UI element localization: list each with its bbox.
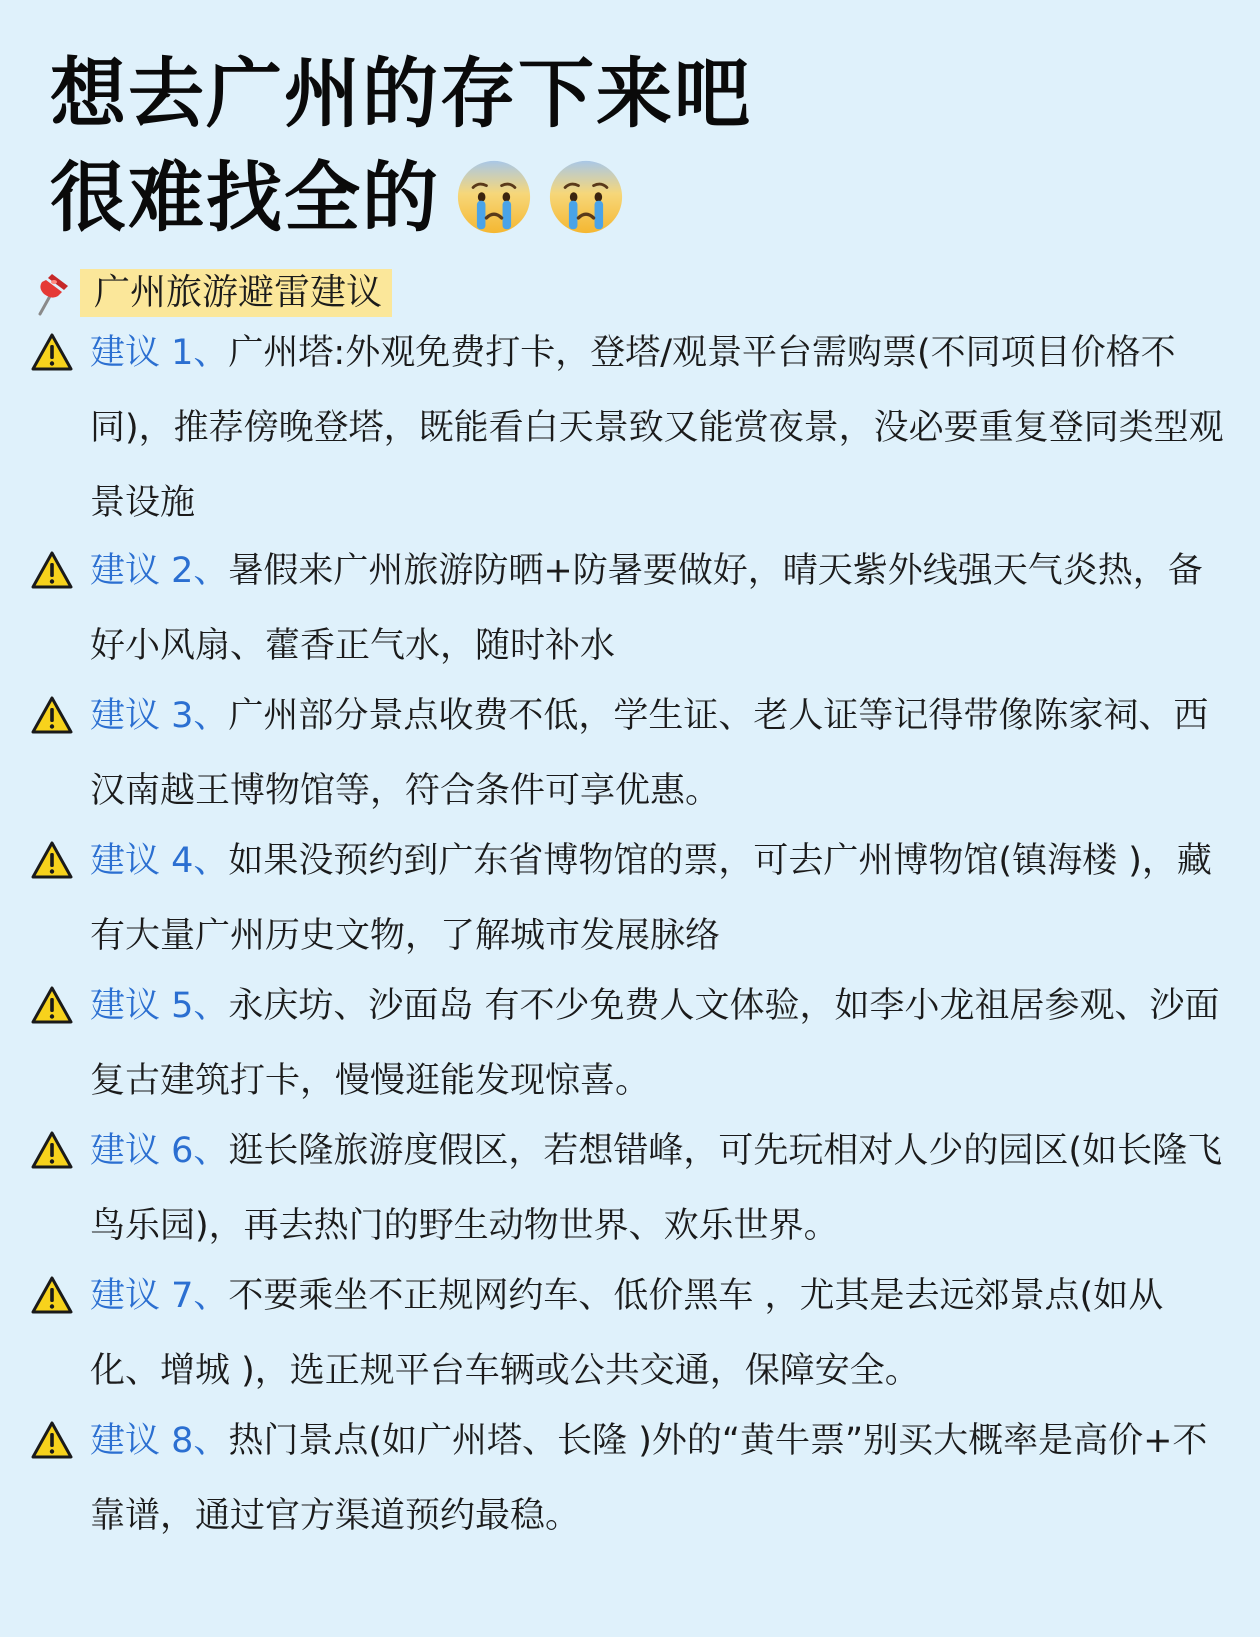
tip-item: [30, 316, 1230, 541]
tip-text: [90, 1404, 1230, 1554]
tip-body: 热门景点(如广州塔、长隆 )外的“黄牛票”别买大概率是高价+不靠谱，通过官方渠道预约最稳。: [90, 1421, 1208, 1536]
tip-body: 永庆坊、沙面岛 有不少免费人文体验，如李小龙祖居参观、沙面复古建筑打卡，慢慢逛能发现惊喜。: [90, 986, 1220, 1101]
crying-face-icon: [548, 159, 624, 235]
title-line-2-text: 很难找全的: [50, 153, 440, 242]
warning-icon: [30, 332, 74, 372]
tip-item: [30, 534, 1230, 684]
warning-icon: [30, 985, 74, 1025]
warning-icon: [30, 550, 74, 590]
tip-label: 建议 2、: [90, 551, 229, 591]
tip-body: 广州部分景点收费不低，学生证、老人证等记得带像陈家祠、西汉南越王博物馆等，符合条件可享优惠。: [90, 696, 1209, 811]
tip-body: 逛长隆旅游度假区，若想错峰，可先玩相对人少的园区(如长隆飞鸟乐园)，再去热门的野生动物世界、欢乐世界。: [90, 1131, 1223, 1246]
tip-text: [90, 1114, 1230, 1264]
pushpin-icon: [32, 270, 72, 316]
tip-item: [30, 1404, 1230, 1554]
tip-item: [30, 824, 1230, 974]
tip-text: [90, 679, 1230, 829]
warning-icon: [30, 1275, 74, 1315]
warning-icon: [30, 1130, 74, 1170]
tip-item: [30, 969, 1230, 1119]
warning-icon: [30, 695, 74, 735]
warning-icon: [30, 1420, 74, 1460]
section-label: 广州旅游避雷建议: [80, 269, 392, 317]
tip-text: [90, 316, 1230, 541]
tip-text: [90, 824, 1230, 974]
tip-label: 建议 7、: [90, 1276, 229, 1316]
tip-body: 暑假来广州旅游防晒+防暑要做好，晴天紫外线强天气炎热，备好小风扇、藿香正气水，随时补水: [90, 551, 1203, 666]
tip-label: 建议 4、: [90, 841, 229, 881]
title-line-2: [50, 146, 752, 250]
tip-text: [90, 1259, 1230, 1409]
tip-label: 建议 1、: [90, 333, 229, 373]
tip-item: [30, 1114, 1230, 1264]
tip-text: [90, 534, 1230, 684]
tip-label: 建议 5、: [90, 986, 229, 1026]
tip-body: 广州塔:外观免费打卡，登塔/观景平台需购票(不同项目价格不同)，推荐傍晚登塔，既能看白天景致又能赏夜景，没必要重复登同类型观景设施: [90, 333, 1224, 523]
tip-label: 建议 3、: [90, 696, 229, 736]
section-header: [32, 268, 392, 318]
tip-text: [90, 969, 1230, 1119]
page-title: [50, 42, 752, 250]
tip-item: [30, 1259, 1230, 1409]
tip-label: 建议 6、: [90, 1131, 229, 1171]
warning-icon: [30, 840, 74, 880]
crying-face-icon: [456, 159, 532, 235]
tip-body: 如果没预约到广东省博物馆的票，可去广州博物馆(镇海楼 )，藏有大量广州历史文物，了解城市发展脉络: [90, 841, 1212, 956]
tip-item: [30, 679, 1230, 829]
title-line-1: 想去广州的存下来吧: [50, 49, 752, 138]
tip-label: 建议 8、: [90, 1421, 229, 1461]
tip-body: 不要乘坐不正规网约车、低价黑车 ，尤其是去远郊景点(如从化、增城 )，选正规平台车辆或公共交通，保障安全。: [90, 1276, 1164, 1391]
